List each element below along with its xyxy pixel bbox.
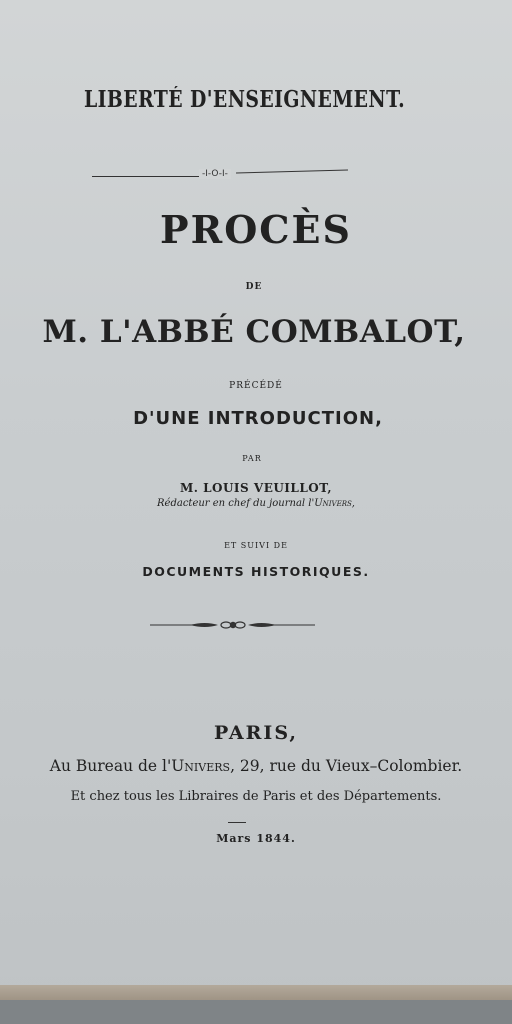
address-suffix: , 29, rue du Vieux–Colombier. <box>230 757 463 775</box>
author-role-prefix: Rédacteur en chef du journal l' <box>157 498 315 509</box>
imprint-libraires: Et chez tous les Libraires de Paris et des Départements. <box>70 789 442 804</box>
imprint-city: PARIS, <box>214 722 298 744</box>
de-label: DE <box>245 282 263 292</box>
subject-name: M. L'ABBÉ COMBALOT, <box>42 314 466 350</box>
par-label: PAR <box>242 454 262 463</box>
author-role <box>0 498 512 509</box>
address-journal: Univers <box>171 757 231 775</box>
ornament-divider <box>150 618 315 632</box>
publication-date: Mars 1844. <box>216 832 296 845</box>
page-edge <box>0 985 512 1000</box>
precede-label: PRÉCÉDÉ <box>229 381 283 391</box>
imprint-address <box>0 757 512 775</box>
top-rule-ornament: -I-O-I- <box>199 169 231 179</box>
author-name: M. LOUIS VEUILLOT, <box>179 481 333 495</box>
suivi-label: ET SUIVI DE <box>224 541 288 550</box>
top-rule-right <box>236 170 348 174</box>
background-below-page <box>0 1000 512 1024</box>
author-role-journal: Univers <box>314 498 352 509</box>
introduction-line: D'UNE INTRODUCTION, <box>133 408 383 429</box>
top-rule-left <box>92 176 202 177</box>
date-rule <box>228 822 246 823</box>
address-prefix: Au Bureau de l' <box>49 757 172 775</box>
documents-line: DOCUMENTS HISTORIQUES. <box>142 564 370 579</box>
main-title: PROCÈS <box>160 207 352 252</box>
author-role-suffix: , <box>351 498 355 509</box>
series-title: LIBERTÉ D'ENSEIGNEMENT. <box>83 86 406 113</box>
